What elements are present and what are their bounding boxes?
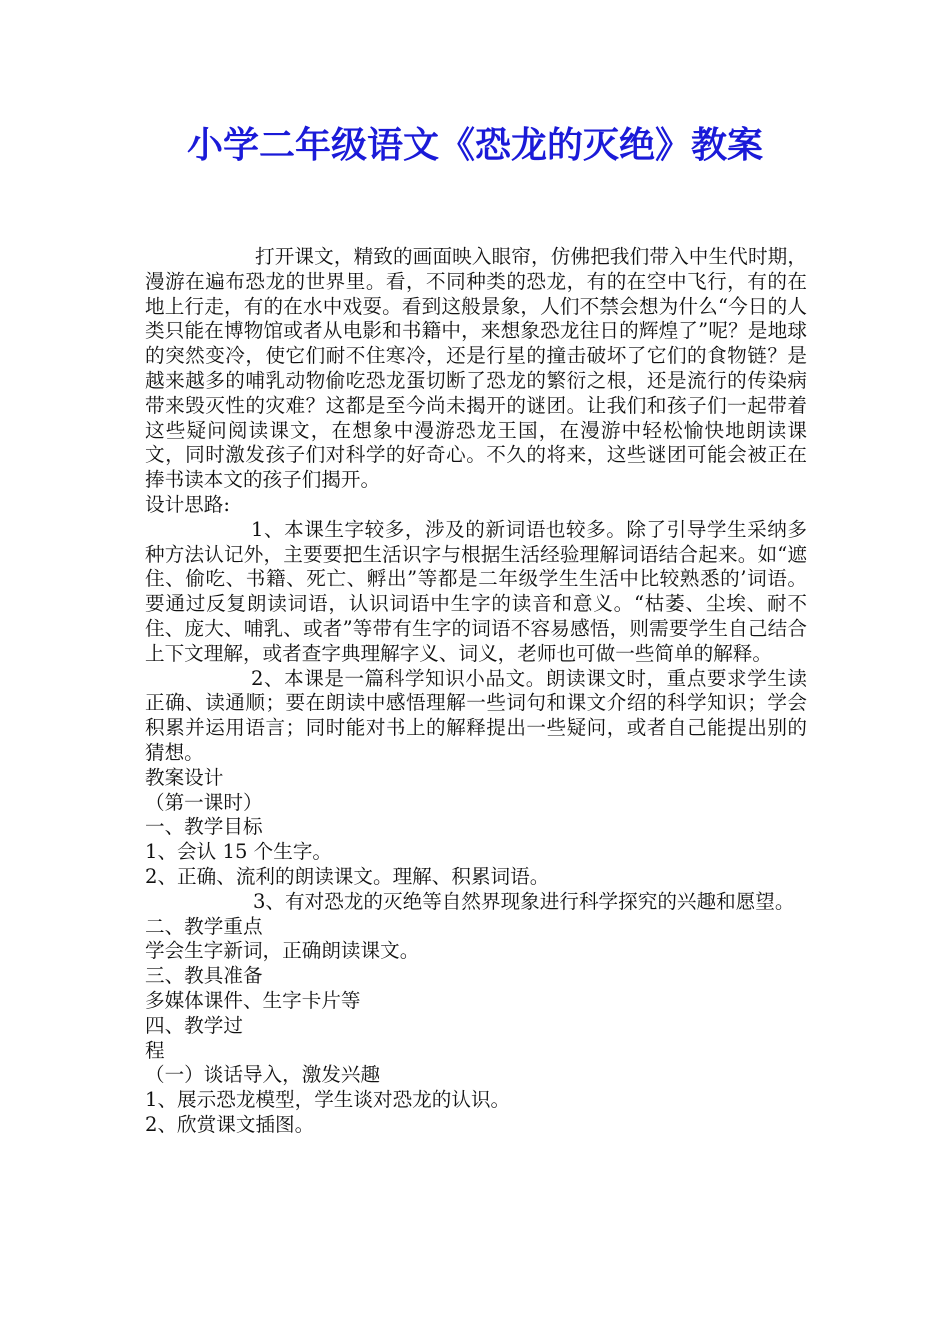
design-point-2: 2、本课是一篇科学知识小品文。朗读课文时，重点要求学生读正确、读通顺；要在朗读中感悟理解一些词句和课文介绍的科学知识；学会积累并运用语言；同时能对书上的解释提出一些疑问，或者自己能提出别的猜想。 [145, 666, 807, 764]
document-body [145, 245, 807, 1138]
process-heading-part-a: 四、教学过 [145, 1013, 243, 1037]
focus-text: 学会生字新词，正确朗读课文。 [145, 939, 420, 963]
focus-heading: 二、教学重点 [145, 914, 263, 938]
tools-text: 多媒体课件、生字卡片等 [145, 988, 361, 1012]
design-heading: 设计思路: [145, 492, 230, 516]
process-heading-part-b: 程 [145, 1038, 165, 1062]
goal-3: 3、有对恐龙的灭绝等自然界现象进行科学探究的兴趣和愿望。 [253, 889, 795, 913]
plan-heading: 教案设计 [145, 765, 224, 789]
goals-heading: 一、教学目标 [145, 815, 263, 839]
lesson-one-label: （第一课时） [145, 790, 263, 814]
document-title: 小学二年级语文《恐龙的灭绝》教案 [186, 125, 763, 166]
step-one-heading: （一）谈话导入，激发兴趣 [145, 1063, 381, 1087]
step-2: 2、欣赏课文插图。 [145, 1112, 315, 1136]
tools-heading: 三、教具准备 [145, 964, 263, 988]
intro-paragraph: 打开课文，精致的画面映入眼帘，仿佛把我们带入中生代时期，漫游在遍布恐龙的世界里。看，不同种类的恐龙，有的在空中飞行，有的在地上行走，有的在水中戏耍。看到这般景象，人们不禁会想为什么“今日的人类只能在博物馆或者从电影和书籍中，来想象恐龙往日的辉煌了”呢？是地球的突然变冷，使它们耐不住寒冷，还是行星的撞击破坏了它们的食物链？是越来越多的哺乳动物偷吃恐龙蛋切断了恐龙的繁衍之根，还是流行的传染病带来毁灭性的灾难？这都是至今尚未揭开的谜团。让我们和孩子们一起带着这些疑问阅读课文，在想象中漫游恐龙王国，在漫游中轻松愉快地朗读课文，同时激发孩子们对科学的好奇心。不久的将来，这些谜团可能会被正在捧书读本文的孩子们揭开。 [145, 245, 807, 492]
goal-1: 1、会认 15 个生字。 [145, 840, 333, 864]
goal-2: 2、正确、流利的朗读课文。理解、积累词语。 [145, 864, 550, 888]
design-point-1: 1、本课生字较多，涉及的新词语也较多。除了引导学生采纳多种方法认记外，主要要把生活识字与根据生活经验理解词语结合起来。如“遮住、偷吃、书籍、死亡、孵出”等都是二年级学生生活中比较熟悉的’词语。要通过反复朗读词语，认识词语中生字的读音和意义。“枯萎、尘埃、耐不住、庞大、哺乳、或者”等带有生字的词语不容易感悟，则需要学生自己结合上下文理解，或者查字典理解字义、词义，老师也可做一些简单的解释。 [145, 517, 807, 665]
step-1: 1、展示恐龙模型，学生谈对恐龙的认识。 [145, 1088, 511, 1112]
